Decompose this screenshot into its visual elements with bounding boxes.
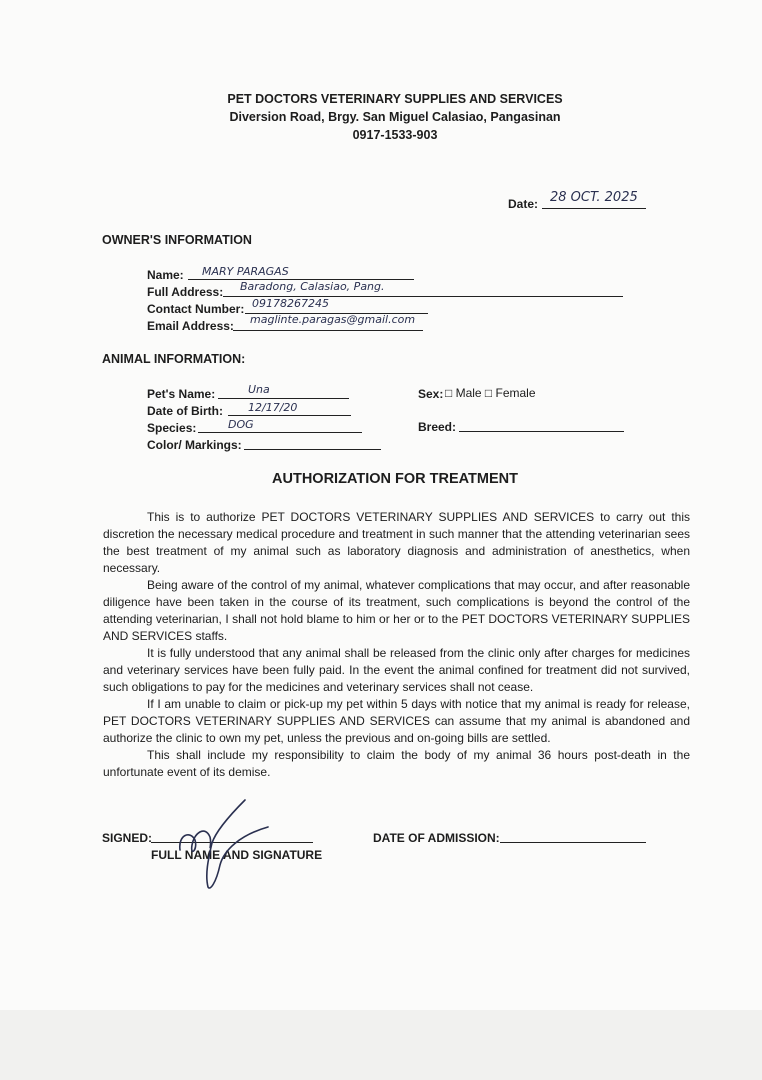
owner-email-value: maglinte.paragas@gmail.com xyxy=(250,313,416,326)
sex-label: Sex: xyxy=(418,387,444,401)
admission-label: DATE OF ADMISSION: xyxy=(373,831,500,845)
owner-address-value: Baradong, Calasiao, Pang. xyxy=(240,280,385,293)
species-label: Species: xyxy=(147,421,197,435)
owner-contact-value: 09178267245 xyxy=(252,297,329,310)
signature-caption: FULL NAME AND SIGNATURE xyxy=(151,848,323,862)
pet-name-label: Pet's Name: xyxy=(147,387,216,401)
dob-label: Date of Birth: xyxy=(147,404,223,418)
animal-heading: ANIMAL INFORMATION: xyxy=(102,352,246,366)
owner-address-label: Full Address: xyxy=(147,285,224,299)
clinic-name: PET DOCTORS VETERINARY SUPPLIES AND SERVICES xyxy=(227,92,563,106)
authorization-title: AUTHORIZATION FOR TREATMENT xyxy=(272,471,518,487)
owner-heading: OWNER'S INFORMATION xyxy=(102,233,252,247)
paragraph-4: If I am unable to claim or pick-up my pet within 5 days with notice that my animal is ready for release, PET DOCTORS VETERINARY SUPPLIES AND SERVICES can assume that my animal is abandoned and authorize the clinic to own my pet, unless the previous and on-going bills are settled. xyxy=(103,697,690,745)
color-line xyxy=(244,449,381,450)
breed-label: Breed: xyxy=(418,420,457,434)
signed-label: SIGNED: xyxy=(102,831,153,845)
admission-line xyxy=(500,842,646,843)
owner-contact-label: Contact Number: xyxy=(147,302,245,316)
authorization-text xyxy=(103,509,690,781)
sex-options[interactable]: □ Male □ Female xyxy=(445,386,536,400)
owner-email-line xyxy=(233,330,423,331)
clinic-phone: 0917-1533-903 xyxy=(352,128,438,142)
species-line xyxy=(198,432,362,433)
scan-margin xyxy=(0,1010,762,1080)
dob-value: 12/17/20 xyxy=(248,401,298,414)
species-value: DOG xyxy=(228,418,254,431)
date-value: 28 OCT. 2025 xyxy=(550,190,638,205)
color-label: Color/ Markings: xyxy=(147,438,242,452)
paragraph-2: Being aware of the control of my animal, whatever complications that may occur, and after reasonable diligence have been taken in the course of its treatment, such complications is beyond the control of the attending veterinarian, I shall not hold blame to him or her or to the PET DOCTORS VETERINARY SUPPLIES AND SERVICES staffs. xyxy=(103,578,690,643)
handwritten-signature xyxy=(150,795,280,895)
owner-name-label: Name: xyxy=(147,268,184,282)
date-line xyxy=(542,208,646,209)
pet-name-line xyxy=(218,398,349,399)
clinic-address: Diversion Road, Brgy. San Miguel Calasiao, Pangasinan xyxy=(229,110,561,124)
dob-line xyxy=(228,415,351,416)
paragraph-5: This shall include my responsibility to claim the body of my animal 36 hours post-death in the unfortunate event of its demise. xyxy=(103,748,690,779)
owner-email-label: Email Address: xyxy=(147,319,234,333)
paragraph-1: This is to authorize PET DOCTORS VETERINARY SUPPLIES AND SERVICES to carry out this discretion the necessary medical procedure and treatment in such manner that the attending veterinarian sees the best treatment of my animal such as laboratory diagnosis and administration of anesthetics, when necessary. xyxy=(103,510,690,575)
date-label: Date: xyxy=(508,197,539,211)
pet-name-value: Una xyxy=(248,383,270,396)
breed-line xyxy=(459,431,624,432)
paragraph-3: It is fully understood that any animal shall be released from the clinic only after charges for medicines and veterinary services have been fully paid. In the event the animal confined for treatment did not survived, such obligations to pay for the medicines and veterinary services shall not cease. xyxy=(103,646,690,694)
owner-name-value: MARY PARAGAS xyxy=(202,265,289,278)
